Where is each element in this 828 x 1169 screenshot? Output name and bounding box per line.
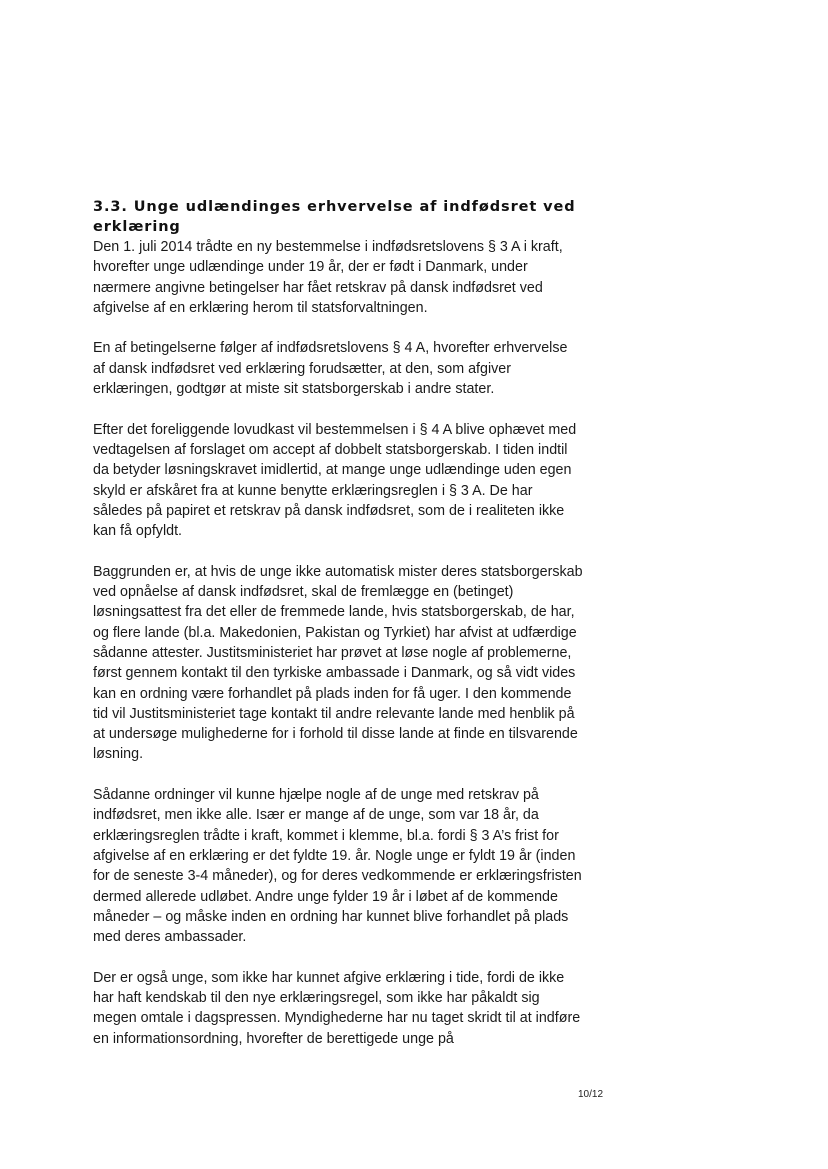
paragraph-6: Der er også unge, som ikke har kunnet afgive erklæring i tide, fordi de ikke har haft kendskab til den nye erklæringsregel, som ikke har påkaldt sig megen omtale i dagspressen. Myndighederne har nu taget skridt til at indføre en informationsordning, hvorefter de berettigede unge på	[93, 969, 581, 1047]
page-number: 10/12	[578, 1089, 604, 1100]
paragraph-2: En af betingelserne følger af indfødsretslovens § 4 A, hvorefter erhvervelse af dansk indfødsret ved erklæring forudsætter, at den, som afgiver erklæringen, godtgør at miste sit statsborgerskab i andre stater.	[93, 340, 568, 398]
paragraph-1: Den 1. juli 2014 trådte en ny bestemmelse i indfødsretslovens § 3 A i kraft, hvorefter unge udlændinge under 19 år, der er født i Danmark, under nærmere angivne betingelser har fået retskrav på dansk indfødsret ved afgivelse af en erklæring herom til statsforvaltningen.	[93, 239, 563, 316]
paragraph-4: Baggrunden er, at hvis de unge ikke automatisk mister deres statsborgerskab ved opnåelse af dansk indfødsret, skal de fremlægge en (betinget) løsningsattest fra det eller de fremmede lande, hvis statsborgerskab, de har, og flere lande (bl.a. Makedonien, Pakistan og Tyrkiet) har afvist at udfærdige sådanne attester. Justitsministeriet har prøvet at løse nogle af problemerne, først gennem kontakt til den tyrkiske ambassade i Danmark, og så vidt vides kan en ordning være forhandlet på plads inden for få uger. I den kommende tid vil Justitsministeriet tage kontakt til andre relevante lande med henblik på at undersøge mulighederne for i forhold til disse lande at finde en tilsvarende løsning.	[93, 563, 583, 763]
paragraph-5: Sådanne ordninger vil kunne hjælpe nogle af de unge med retskrav på indfødsret, men ikke alle. Især er mange af de unge, som var 18 år, da erklæringsreglen trådte i kraft, kommet i klemme, bl.a. fordi § 3 A’s frist for afgivelse af en erklæring er det fyldte 19. år. Nogle unge er fyldt 19 år (inden for de seneste 3-4 måneder), og for deres vedkommende er erklæringsfristen dermed allerede udløbet. Andre unge fylder 19 år i løbet af de kommende måneder – og måske inden en ordning har kunnet blive forhandlet på plads med deres ambassader.	[93, 787, 582, 946]
section-heading: 3.3. Unge udlændinges erhvervelse af indfødsret ved erklæring	[93, 199, 576, 235]
paragraph-3: Efter det foreliggende lovudkast vil bestemmelsen i § 4 A blive ophævet med vedtagelsen af forslaget om accept af dobbelt statsborgerskab. I tiden indtil da betyder løsningskravet imidlertid, at mange unge udlændinge uden egen skyld er afskåret fra at kunne benytte erklæringsreglen i § 3 A. De har således på papiret et retskrav på dansk indfødsret, som de i realiteten ikke kan få opfyldt.	[93, 421, 577, 540]
document-body	[93, 198, 583, 1069]
